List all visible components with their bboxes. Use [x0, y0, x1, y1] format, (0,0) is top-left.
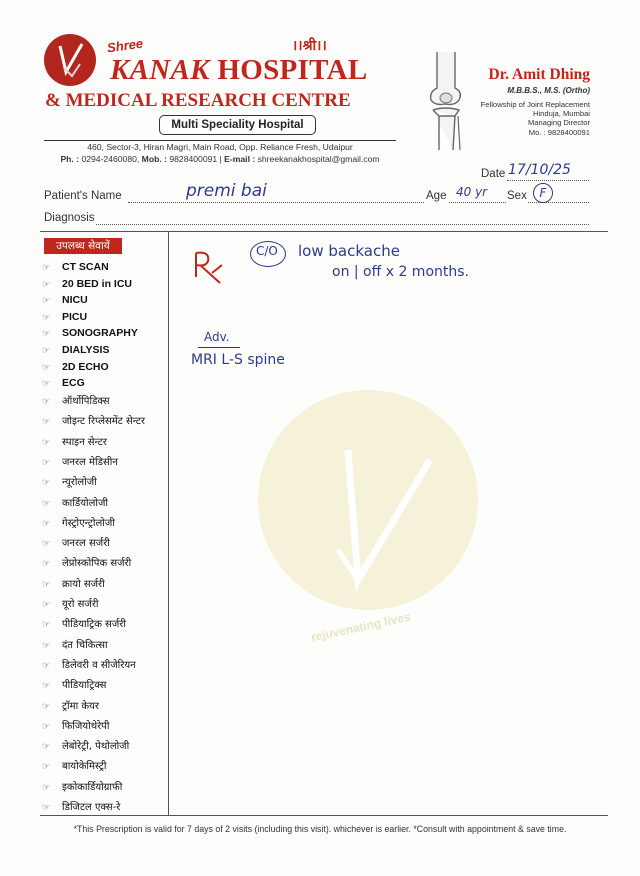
pointing-hand-icon: ☞	[42, 681, 51, 692]
pointing-hand-icon: ☞	[42, 579, 51, 590]
hospital-name	[110, 54, 368, 87]
pointing-hand-icon: ☞	[42, 478, 51, 489]
service-item	[42, 434, 168, 448]
pointing-hand-icon: ☞	[42, 296, 51, 307]
service-item	[42, 361, 168, 373]
service-item	[42, 261, 168, 273]
service-item	[42, 278, 168, 290]
patient-name-value: premi bai	[186, 181, 267, 201]
address-line: 460, Sector-3, Hiran Magri, Main Road, Opp. Reliance Fresh, Udaipur	[87, 142, 353, 152]
pointing-hand-icon: ☞	[42, 762, 51, 773]
service-item	[42, 294, 168, 306]
service-label: DIALYSIS	[62, 344, 110, 356]
pointing-hand-icon: ☞	[42, 379, 51, 390]
pointing-hand-icon: ☞	[42, 559, 51, 570]
advice-line: MRI L-S spine	[191, 352, 285, 368]
pointing-hand-icon: ☞	[42, 362, 51, 373]
service-item	[42, 393, 168, 407]
pointing-hand-icon: ☞	[42, 803, 51, 813]
body-top-rule	[40, 231, 608, 232]
service-item	[42, 327, 168, 339]
service-item	[42, 344, 168, 356]
pointing-hand-icon: ☞	[42, 742, 51, 753]
service-label: ECG	[62, 377, 85, 390]
pointing-hand-icon: ☞	[42, 417, 51, 428]
doctor-name: Dr. Amit Dhing	[488, 66, 590, 83]
service-label: लेबोरेट्री, पेथोलोजी	[62, 741, 130, 753]
date-value: 17/10/25	[508, 162, 571, 178]
pointing-hand-icon: ☞	[42, 640, 51, 651]
service-label: स्पाइन सेन्टर	[62, 436, 107, 448]
service-item	[42, 576, 168, 590]
pointing-hand-icon: ☞	[42, 701, 51, 712]
service-label: 2D ECHO	[62, 360, 109, 373]
service-label: 20 BED in ICU	[62, 277, 133, 290]
service-item	[42, 454, 168, 468]
service-label: दंत चिकित्सा	[62, 639, 108, 651]
service-label: ट्रॉमा केयर	[62, 700, 99, 712]
doctor-info: Fellowship of Joint Replacement Hinduja, Mumbai Managing Director Mo. : 9828400091	[480, 100, 590, 137]
service-item	[42, 799, 168, 813]
service-label: लेप्रोस्कोपिक सर्जरी	[62, 558, 132, 570]
diagnosis-label: Diagnosis	[44, 212, 95, 224]
pointing-hand-icon: ☞	[42, 620, 51, 631]
service-item	[42, 555, 168, 569]
service-label: जनरल सर्जरी	[62, 538, 110, 550]
service-label: पीडियाट्रिक सर्जरी	[62, 619, 126, 631]
age-label: Age	[426, 190, 447, 202]
service-label: NICU	[62, 294, 88, 307]
age-value: 40 yr	[456, 185, 488, 199]
hospital-name-hospital: HOSPITAL	[217, 54, 368, 86]
service-item	[42, 474, 168, 488]
sex-label: Sex	[507, 190, 527, 202]
service-label: कार्डियोलोजी	[62, 497, 108, 509]
advice-underline	[198, 347, 240, 348]
service-label: जोइन्ट रिप्लेसमेंट सेन्टर	[62, 416, 145, 428]
service-item	[42, 616, 168, 630]
complaint-line-2: on | off x 2 months.	[332, 264, 469, 280]
patient-name-line	[128, 190, 424, 203]
logo-check-icon	[54, 38, 86, 82]
service-label: बायोकेमिस्ट्री	[62, 761, 107, 773]
pointing-hand-icon: ☞	[42, 498, 51, 509]
service-item	[42, 698, 168, 712]
co-label: C/O	[256, 244, 278, 258]
pointing-hand-icon: ☞	[42, 518, 51, 529]
service-item	[42, 596, 168, 610]
service-label: PICU	[62, 310, 88, 323]
watermark-text: rejuvenating lives	[309, 609, 412, 645]
pointing-hand-icon: ☞	[42, 437, 51, 448]
service-label: SONOGRAPHY	[62, 327, 138, 340]
service-label: इकोकार्डियोग्राफी	[62, 781, 123, 793]
contact-line: Ph. : 0294-2460080, Mob. : 9828400091 | E-mail : shreekanakhospital@gmail.com	[60, 153, 380, 164]
hospital-subtitle: & MEDICAL RESEARCH CENTRE	[45, 90, 351, 111]
service-label: गेस्ट्रोएन्ट्रोलोजी	[62, 517, 115, 529]
service-item	[42, 758, 168, 772]
service-item	[42, 657, 168, 671]
footer-note: *This Prescription is valid for 7 days of 2 visits (including this visit). whichever is earlier. *Consult with appointment & save time.	[73, 824, 567, 834]
sex-value: F	[533, 183, 553, 203]
pointing-hand-icon: ☞	[42, 263, 51, 273]
pointing-hand-icon: ☞	[42, 600, 51, 610]
watermark-logo-icon	[318, 430, 438, 600]
service-label: क्रायो सर्जरी	[62, 578, 105, 590]
service-item	[42, 515, 168, 529]
advice-label: Adv.	[204, 330, 230, 344]
service-item	[42, 738, 168, 752]
service-label: पीडियाट्रिक्स	[62, 680, 107, 692]
shri-label: ।।श्री।।	[292, 38, 327, 54]
service-label: जनरल मेडिसीन	[62, 456, 118, 468]
service-item	[42, 311, 168, 323]
service-label: डिलेवरी व सीजेरियन	[62, 659, 136, 671]
service-item	[42, 637, 168, 651]
service-label: फिजियोथेरेपी	[62, 720, 110, 732]
pointing-hand-icon: ☞	[42, 721, 51, 732]
service-item	[42, 535, 168, 549]
complaint-line-1: low backache	[298, 242, 400, 260]
service-item	[42, 718, 168, 732]
service-label: CT SCAN	[62, 261, 109, 273]
service-label: ऑर्थोपिडिक्स	[62, 396, 110, 407]
doctor-degree: M.B.B.S., M.S. (Ortho)	[507, 86, 590, 95]
date-label: Date	[481, 168, 506, 180]
service-item	[42, 495, 168, 509]
service-label: डिजिटल एक्स-रे	[62, 802, 121, 813]
shree-label: Shree	[106, 35, 145, 56]
address-block	[40, 142, 400, 165]
speciality-badge: Multi Speciality Hospital	[159, 115, 316, 135]
diagnosis-line	[96, 212, 589, 225]
pointing-hand-icon: ☞	[42, 312, 51, 323]
pointing-hand-icon: ☞	[42, 782, 51, 793]
header-divider	[44, 140, 396, 141]
pointing-hand-icon: ☞	[42, 346, 51, 356]
service-item	[42, 377, 168, 389]
services-column-rule	[168, 231, 169, 815]
pointing-hand-icon: ☞	[42, 539, 51, 550]
service-label: यूरो सर्जरी	[62, 599, 99, 610]
pointing-hand-icon: ☞	[42, 279, 51, 290]
patient-name-label: Patient's Name	[44, 190, 122, 202]
service-item	[42, 779, 168, 793]
pointing-hand-icon: ☞	[42, 457, 51, 468]
hospital-name-kanak: KANAK	[110, 54, 210, 86]
rx-symbol-icon	[190, 247, 230, 287]
service-item	[42, 677, 168, 691]
pointing-hand-icon: ☞	[42, 660, 51, 671]
service-item	[42, 413, 168, 427]
pointing-hand-icon: ☞	[42, 329, 51, 340]
service-label: न्यूरोलोजी	[62, 477, 97, 489]
pointing-hand-icon: ☞	[42, 397, 51, 407]
body-bottom-rule	[40, 815, 608, 816]
services-heading: उपलब्ध सेवायें	[44, 238, 122, 254]
